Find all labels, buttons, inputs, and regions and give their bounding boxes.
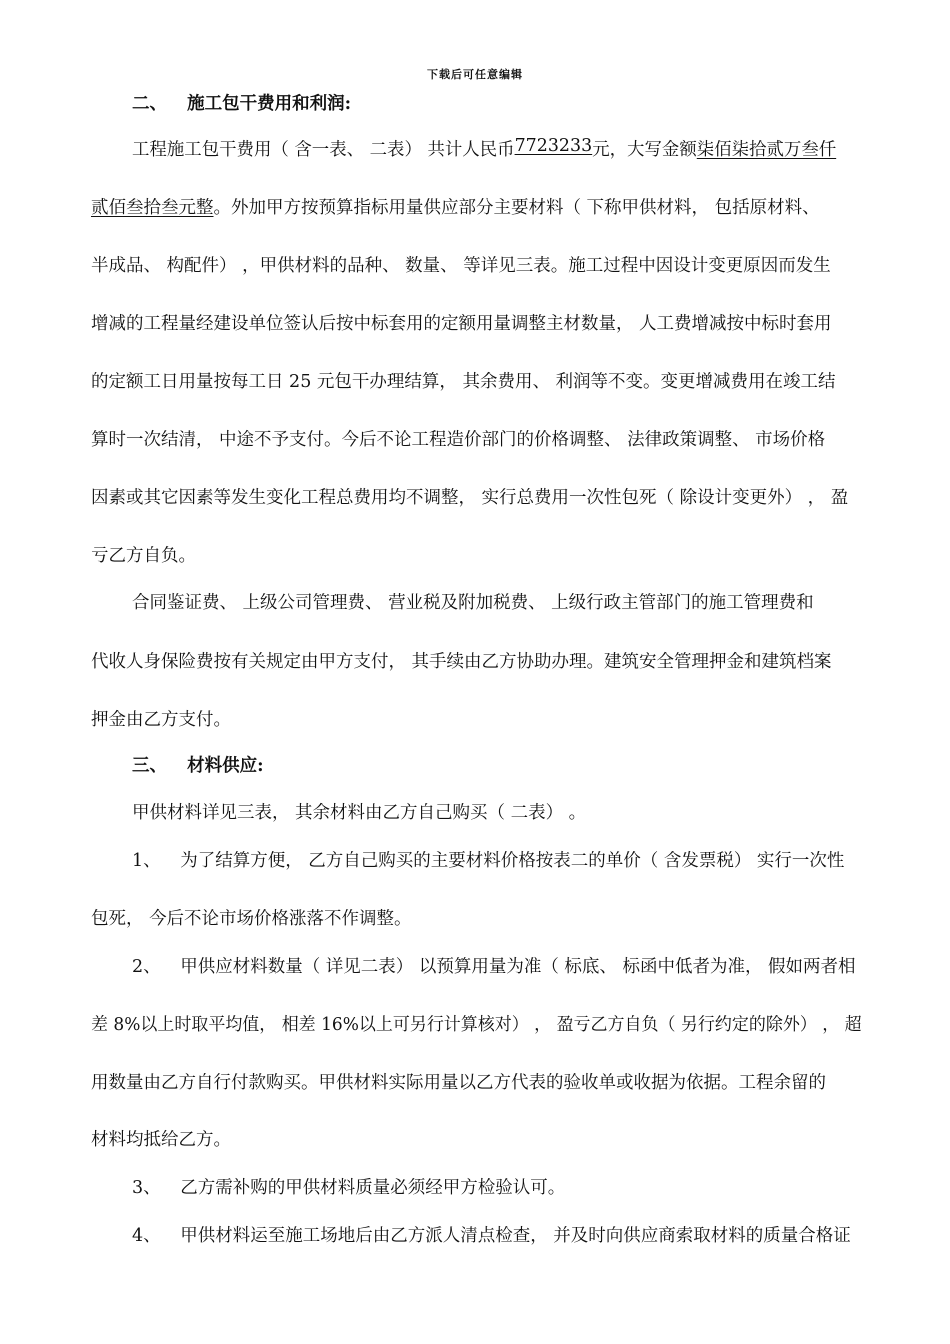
paragraph-1-line-7: 因素或其它因素等发生变化工程总费用均不调整， 实行总费用一次性包死（ 除设计变更外） ， 盈 [91,488,849,508]
list-item-2-line-4: 材料均抵给乙方。 [91,1130,231,1150]
list-item-3-line-1 [132,1174,565,1199]
list-item-2-line-2: 差 8%以上时取平均值， 相差 16%以上可另行计算核对） ， 盈亏乙方自负（ 另行约定的除外） ， 超 [91,1015,862,1035]
text-run: 甲供材料运至施工场地后由乙方派人清点检查， 并及时向供应商索取材料的质量合格证 [180,1226,851,1246]
section-2-heading [132,90,351,115]
materials-intro: 甲供材料详见三表， 其余材料由乙方自己购买（ 二表） 。 [132,803,587,823]
paragraph-1-line-1 [132,136,837,161]
paragraph-2-line-1: 合同鉴证费、 上级公司管理费、 营业税及附加税费、 上级行政主管部门的施工管理费和 [132,593,814,613]
list-item-number: 1、 [132,851,161,871]
text-run: 。外加甲方按预算指标用量供应部分主要材料（ 下称甲供材料， 包括原材料、 [213,198,820,218]
list-item-1-line-1 [132,847,844,872]
paragraph-1-line-2 [91,194,820,219]
section-2-heading-number: 二、 [132,94,167,114]
text-run: 元，大写金额 [592,140,697,160]
paragraph-1-line-6: 算时一次结清， 中途不予支付。今后不论工程造价部门的价格调整、 法律政策调整、 市场价格 [91,430,826,450]
list-item-number: 2、 [132,957,161,977]
list-item-number: 3、 [132,1178,161,1198]
amount-in-words-part-2: 贰佰叁拾叁元整 [91,198,214,218]
contract-amount: 7723233 [514,136,593,156]
text-run: 为了结算方便， 乙方自己购买的主要材料价格按表二的单价（ 含发票税） 实行一次性 [180,851,845,871]
section-3-heading [132,752,264,777]
amount-in-words-part-1: 柒佰柒拾贰万叁仟 [696,140,837,160]
list-item-2-line-3: 用数量由乙方自行付款购买。甲供材料实际用量以乙方代表的验收单或收据为依据。工程余留的 [91,1073,826,1093]
section-2-heading-text: 施工包干费用和利润: [187,94,352,114]
list-item-1-line-2: 包死， 今后不论市场价格涨落不作调整。 [91,909,412,929]
list-item-number: 4、 [132,1226,161,1246]
page-header: 下载后可任意编辑 [427,68,523,81]
text-run: 乙方需补购的甲供材料质量必须经甲方检验认可。 [180,1178,566,1198]
paragraph-1-line-4: 增减的工程量经建设单位签认后按中标套用的定额用量调整主材数量， 人工费增减按中标时套用 [91,314,832,334]
paragraph-1-line-8: 亏乙方自负。 [91,546,196,566]
paragraph-2-line-3: 押金由乙方支付。 [91,710,231,730]
paragraph-2-line-2: 代收人身保险费按有关规定由甲方支付， 其手续由乙方协助办理。建筑安全管理押金和建筑档案 [91,652,832,672]
paragraph-1-line-3: 半成品、 构配件） ，甲供材料的品种、 数量、 等详见三表。施工过程中因设计变更原因而发生 [91,256,831,276]
section-3-heading-text: 材料供应: [187,756,264,776]
section-3-heading-number: 三、 [132,756,167,776]
text-run: 甲供应材料数量（ 详见二表） 以预算用量为准（ 标底、 标函中低者为准， 假如两者相 [180,957,856,977]
paragraph-1-line-5: 的定额工日用量按每工日 25 元包干办理结算， 其余费用、 利润等不变。变更增减费用在竣工结 [91,372,836,392]
text-run: 工程施工包干费用（ 含一表、 二表） 共计人民币 [132,140,515,160]
list-item-4-line-1 [132,1222,851,1247]
list-item-2-line-1 [132,953,856,978]
